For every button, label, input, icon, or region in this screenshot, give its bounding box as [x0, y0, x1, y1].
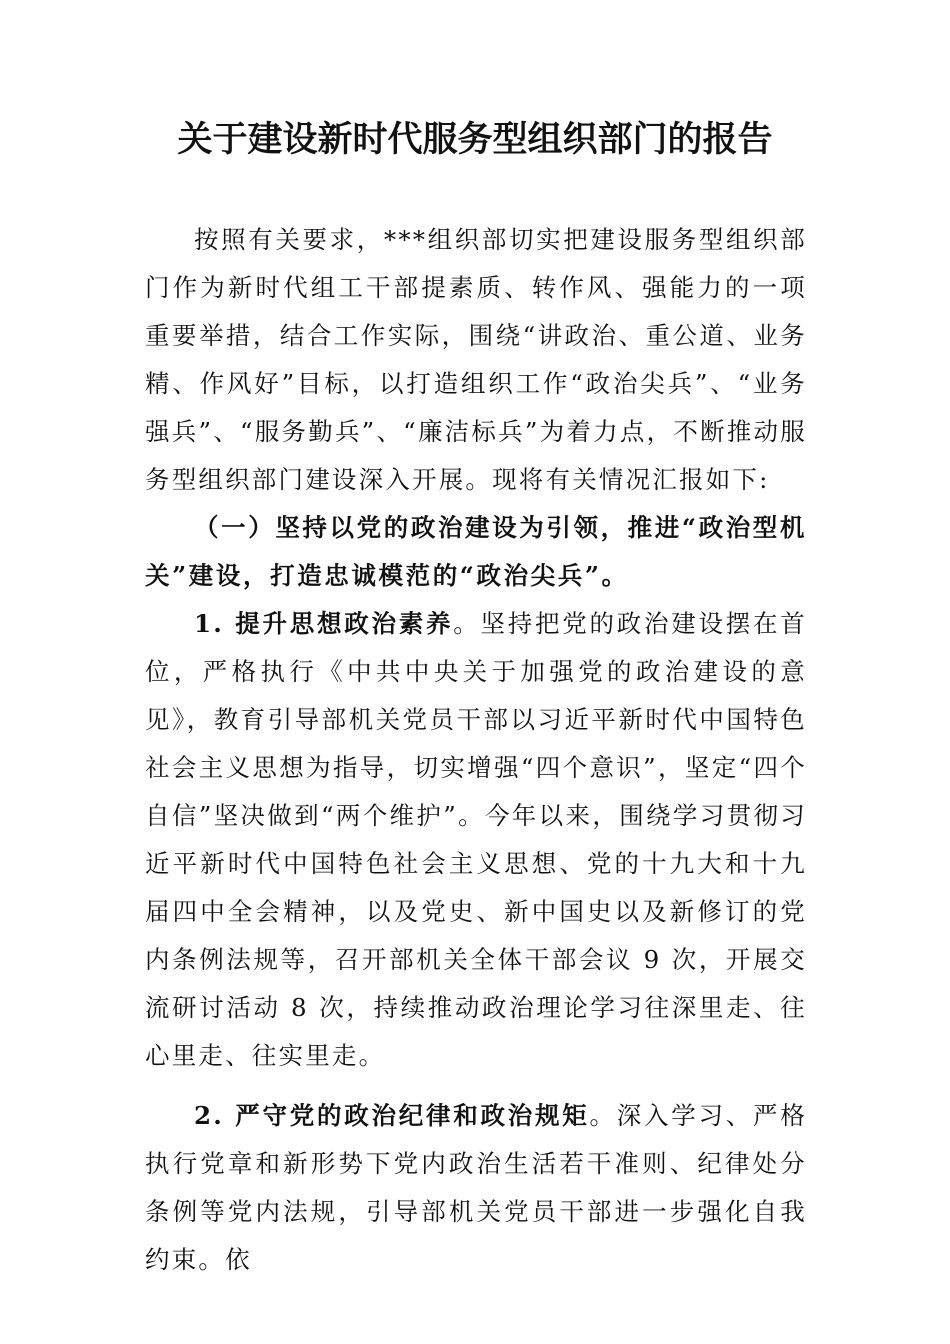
- document-body: [145, 216, 807, 1284]
- document-title: 关于建设新时代服务型组织部门的报告: [177, 119, 773, 160]
- item-text-1: 。坚持把党的政治建设摆在首位，严格执行《中共中央关于加强党的政治建设的意见》，教育引导部机关党员干部以习近平新时代中国特色社会主义思想为指导，切实增强“四个意识”，坚定“四个自信”坚决做到“两个维护”。今年以来，围绕学习贯彻习近平新时代中国特色社会主义思想、党的十九大和十九届四中全会精神，以及党史、新中国史以及新修订的党内条例法规等，召开部机关全体干部会议 9 次，开展交流研讨活动 8 次，持续推动政治理论学习往深里走、往心里走、往实里走。: [145, 609, 807, 1070]
- section-heading: （一）坚持以党的政治建设为引领，推进“政治型机关”建设，打造忠诚模范的“政治尖兵”。: [145, 513, 807, 590]
- intro-paragraph: 按照有关要求，***组织部切实把建设服务型组织部门作为新时代组工干部提素质、转作风、强能力的一项重要举措，结合工作实际，围绕“讲政治、重公道、业务精、作风好”目标，以打造组织工作“政治尖兵”、“业务强兵”、“服务勤兵”、“廉洁标兵”为着力点，不断推动服务型组织部门建设深入开展。现将有关情况汇报如下:: [145, 225, 807, 494]
- item-paragraph-2: [145, 1092, 807, 1284]
- item-text-2: 。深入学习、严格执行党章和新形势下党内政治生活若干准则、纪律处分条例等党内法规，引导部机关党员干部进一步强化自我约束。依: [145, 1101, 807, 1274]
- item-lead-1: 1. 提升思想政治素养: [194, 609, 454, 638]
- item-paragraph-1: [145, 600, 807, 1080]
- item-lead-2: 2. 严守党的政治纪律和政治规矩: [194, 1101, 590, 1130]
